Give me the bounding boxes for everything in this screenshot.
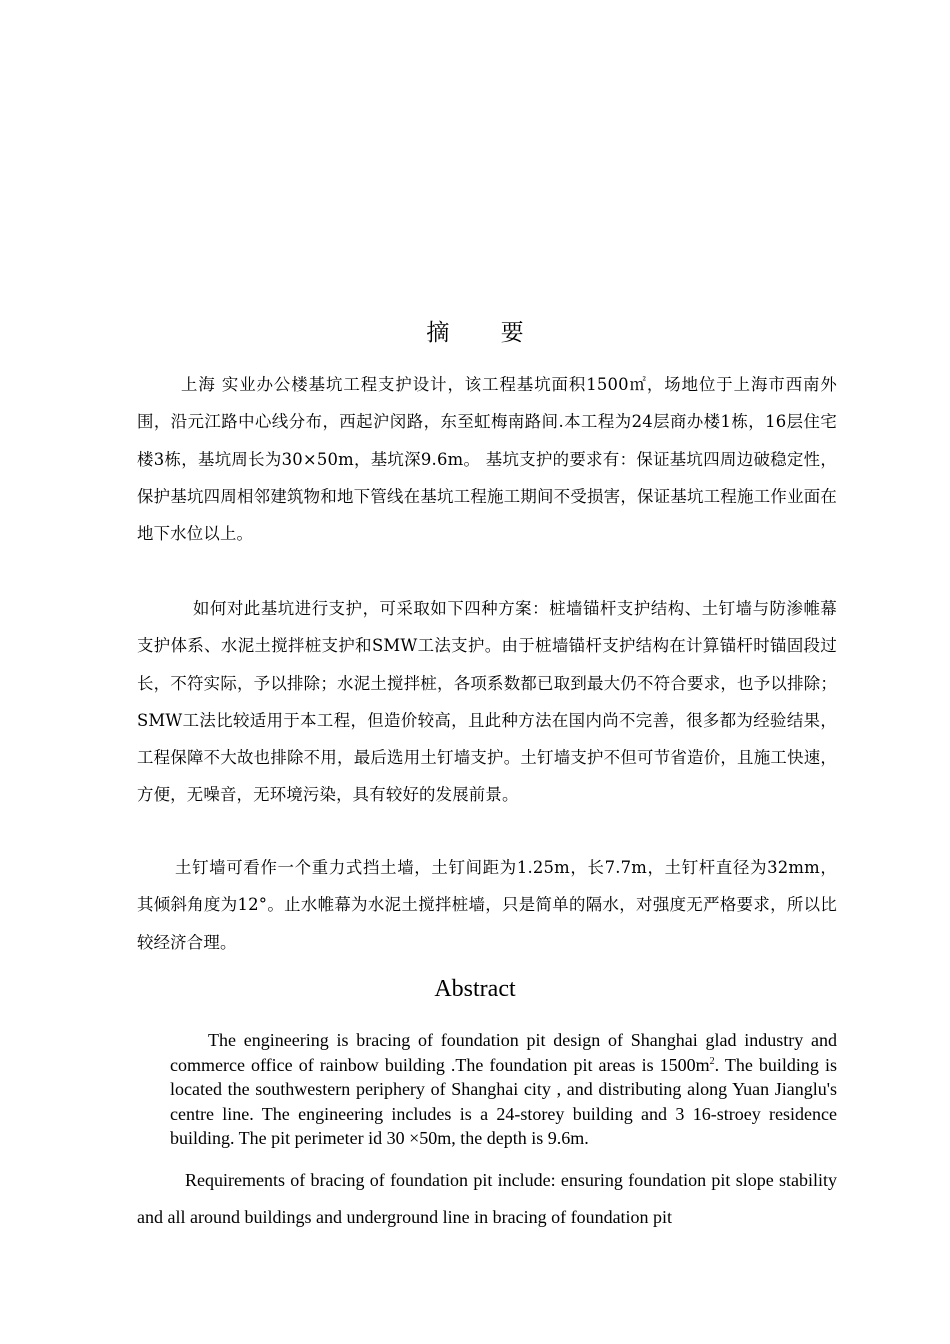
english-abstract-title: Abstract bbox=[434, 976, 516, 1002]
chinese-abstract-body bbox=[137, 366, 837, 552]
english-paragraph-1-text-b: . The building is located the southwestern periphery of Shanghai city , and distributing along Yuan Jianglu's centre line. The engineering includes is a 24-storey building and 3 16-stroey residence building. The pit perimeter id 30 ×50m, the depth is 9.6m. bbox=[170, 1054, 837, 1149]
english-paragraph-2: Requirements of bracing of foundation pit include: ensuring foundation pit slope stability and all around buildings and underground line in bracing of foundation pit bbox=[137, 1170, 837, 1227]
chinese-abstract-body-2 bbox=[137, 590, 837, 814]
chinese-abstract-title: 摘 要 bbox=[426, 320, 546, 346]
chinese-paragraph-2: 如何对此基坑进行支护，可采取如下四种方案：桩墙锚杆支护结构、土钉墙与防渗帷幕支护体系、水泥土搅拌桩支护和SMW工法支护。由于桩墙锚杆支护结构在计算锚杆时锚固段过长，不符实际，予以排除；水泥土搅拌桩，各项系数都已取到最大仍不符合要求，也予以排除；SMW工法比较适用于本工程，但造价较高，且此种方法在国内尚不完善，很多都为经验结果，工程保障不大故也排除不用，最后选用土钉墙支护。土钉墙支护不但可节省造价，且施工快速，方便，无噪音，无环境污染，具有较好的发展前景。 bbox=[137, 599, 837, 805]
superscript-squared: 2 bbox=[709, 1055, 715, 1067]
chinese-paragraph-1: 上海 实业办公楼基坑工程支护设计，该工程基坑面积1500㎡，场地位于上海市西南外围，沿元江路中心线分布，西起沪闵路，东至虹梅南路间.本工程为24层商办楼1栋，16层住宅楼3栋，基坑周长为30×50m，基坑深9.6m。 基坑支护的要求有：保证基坑四周边破稳定性，保护基坑四周相邻建筑物和地下管线在基坑工程施工期间不受损害，保证基坑工程施工作业面在地下水位以上。 bbox=[137, 375, 837, 544]
chinese-paragraph-3: 土钉墙可看作一个重力式挡土墙，土钉间距为1.25m，长7.7m，土钉杆直径为32mm，其倾斜角度为12°。止水帷幕为水泥土搅拌桩墙，只是简单的隔水，对强度无严格要求，所以比较经济合理。 bbox=[137, 858, 837, 952]
chinese-abstract-body-3 bbox=[137, 849, 837, 961]
english-paragraph-1 bbox=[170, 1028, 837, 1151]
english-paragraph-1-text-a: The engineering is bracing of foundation pit design of Shanghai glad industry and commerce office of rainbow building .The foundation pit areas is 1500m bbox=[170, 1030, 837, 1075]
